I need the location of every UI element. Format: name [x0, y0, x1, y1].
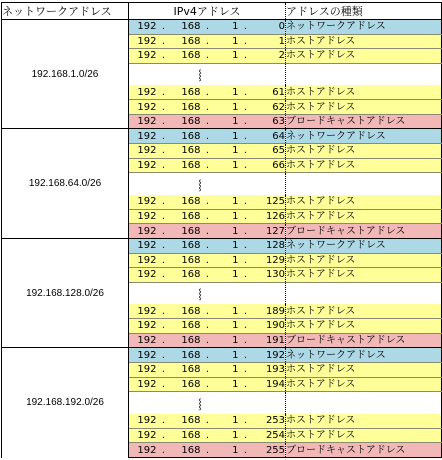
address-type-cell: ホストアドレス: [286, 362, 442, 377]
octet-cell-3: 1: [215, 428, 239, 443]
octet-cell-1: 192: [129, 362, 157, 377]
network-address-cell: 192.168.1.0/26: [2, 20, 129, 129]
octet-separator: .: [201, 348, 215, 363]
address-type-cell: ブロードキャストアドレス: [286, 333, 442, 348]
octet-cell-3: 1: [215, 34, 239, 49]
octet-cell-4: 65: [253, 144, 286, 159]
octet-cell-4: 191: [253, 333, 286, 348]
octet-separator: .: [157, 224, 171, 239]
octet-separator: .: [239, 20, 253, 35]
ellipsis-mark: ⸾: [198, 70, 202, 82]
octet-cell-4: 255: [253, 443, 286, 458]
octet-cell-3: 1: [215, 195, 239, 210]
octet-cell-3: 1: [215, 319, 239, 334]
octet-cell-1: 192: [129, 428, 157, 443]
address-type-cell: ホストアドレス: [286, 34, 442, 49]
octet-cell-4: 190: [253, 319, 286, 334]
octet-separator: .: [239, 85, 253, 100]
address-type-cell: ホストアドレス: [286, 195, 442, 210]
octet-separator: .: [201, 158, 215, 173]
table-row-network: [2, 238, 442, 253]
octet-cell-1: 192: [129, 158, 157, 173]
octet-cell-1: 192: [129, 195, 157, 210]
address-type-cell: ネットワークアドレス: [286, 238, 442, 253]
octet-separator: .: [201, 144, 215, 159]
octet-cell-3: 1: [215, 414, 239, 429]
octet-separator: .: [157, 144, 171, 159]
address-type-cell: [286, 63, 442, 85]
octet-cell-2: 168: [171, 304, 201, 319]
octet-separator: .: [201, 129, 215, 144]
octet-cell-1: 192: [129, 85, 157, 100]
octet-cell-4: 193: [253, 362, 286, 377]
octet-separator: .: [239, 49, 253, 64]
octet-cell-4: 64: [253, 129, 286, 144]
octet-cell-3: 1: [215, 114, 239, 129]
address-type-cell: ホストアドレス: [286, 253, 442, 268]
octet-separator: .: [157, 20, 171, 35]
header-ipv4-address: IPv4アドレス: [129, 3, 286, 20]
octet-cell-4: 63: [253, 114, 286, 129]
octet-separator: .: [201, 224, 215, 239]
table-row-network: [2, 20, 442, 35]
octet-cell-4: 62: [253, 100, 286, 115]
octet-cell-2: 168: [171, 319, 201, 334]
octet-separator: .: [239, 348, 253, 363]
octet-cell-4: 0: [253, 20, 286, 35]
table-body: [2, 20, 442, 458]
ellipsis-cell: [129, 392, 286, 414]
octet-separator: .: [201, 304, 215, 319]
octet-cell-4: 194: [253, 377, 286, 392]
octet-separator: .: [239, 224, 253, 239]
octet-cell-4: 189: [253, 304, 286, 319]
octet-separator: .: [157, 129, 171, 144]
network-address-cell: 192.168.192.0/26: [2, 348, 129, 458]
octet-separator: .: [157, 348, 171, 363]
octet-cell-1: 192: [129, 414, 157, 429]
octet-separator: .: [201, 428, 215, 443]
octet-cell-3: 1: [215, 304, 239, 319]
octet-cell-3: 1: [215, 224, 239, 239]
octet-cell-1: 192: [129, 348, 157, 363]
octet-cell-2: 168: [171, 348, 201, 363]
octet-cell-4: 2: [253, 49, 286, 64]
octet-separator: .: [239, 319, 253, 334]
octet-cell-1: 192: [129, 34, 157, 49]
octet-cell-2: 168: [171, 362, 201, 377]
address-type-cell: ホストアドレス: [286, 49, 442, 64]
octet-cell-2: 168: [171, 333, 201, 348]
octet-separator: .: [239, 129, 253, 144]
octet-separator: .: [157, 319, 171, 334]
octet-cell-2: 168: [171, 20, 201, 35]
address-type-cell: ホストアドレス: [286, 144, 442, 159]
address-type-cell: ホストアドレス: [286, 428, 442, 443]
octet-cell-3: 1: [215, 377, 239, 392]
octet-cell-4: 130: [253, 268, 286, 283]
octet-separator: .: [201, 377, 215, 392]
address-type-cell: ネットワークアドレス: [286, 129, 442, 144]
octet-separator: .: [201, 209, 215, 224]
octet-cell-2: 168: [171, 377, 201, 392]
octet-separator: .: [157, 238, 171, 253]
octet-separator: .: [239, 377, 253, 392]
octet-cell-2: 168: [171, 238, 201, 253]
header-row: [2, 3, 442, 20]
octet-cell-3: 1: [215, 49, 239, 64]
octet-cell-3: 1: [215, 333, 239, 348]
octet-separator: .: [201, 333, 215, 348]
ellipsis-cell: [129, 63, 286, 85]
address-type-cell: ネットワークアドレス: [286, 20, 442, 35]
octet-cell-3: 1: [215, 268, 239, 283]
address-type-cell: ホストアドレス: [286, 85, 442, 100]
octet-cell-4: 129: [253, 253, 286, 268]
octet-cell-2: 168: [171, 209, 201, 224]
address-type-cell: ネットワークアドレス: [286, 348, 442, 363]
octet-separator: .: [239, 34, 253, 49]
octet-separator: .: [239, 238, 253, 253]
octet-separator: .: [157, 114, 171, 129]
octet-cell-4: 253: [253, 414, 286, 429]
octet-cell-4: 125: [253, 195, 286, 210]
octet-separator: .: [239, 144, 253, 159]
address-type-cell: ホストアドレス: [286, 268, 442, 283]
address-type-cell: ブロードキャストアドレス: [286, 443, 442, 458]
table-row-network: [2, 348, 442, 363]
octet-separator: .: [157, 85, 171, 100]
ellipsis-mark: ⸾: [198, 398, 202, 410]
octet-cell-4: 1: [253, 34, 286, 49]
octet-cell-1: 192: [129, 20, 157, 35]
octet-cell-4: 61: [253, 85, 286, 100]
octet-cell-3: 1: [215, 20, 239, 35]
network-address-cell: 192.168.64.0/26: [2, 129, 129, 238]
octet-cell-1: 192: [129, 144, 157, 159]
octet-cell-1: 192: [129, 377, 157, 392]
octet-cell-1: 192: [129, 49, 157, 64]
ellipsis-mark: ⸾: [198, 179, 202, 191]
address-type-cell: ブロードキャストアドレス: [286, 114, 442, 129]
octet-separator: .: [157, 443, 171, 458]
octet-separator: .: [239, 209, 253, 224]
octet-cell-1: 192: [129, 224, 157, 239]
octet-separator: .: [201, 238, 215, 253]
octet-cell-2: 168: [171, 443, 201, 458]
octet-cell-3: 1: [215, 253, 239, 268]
octet-separator: .: [239, 304, 253, 319]
octet-separator: .: [201, 319, 215, 334]
octet-cell-1: 192: [129, 209, 157, 224]
network-address-cell: 192.168.128.0/26: [2, 238, 129, 347]
octet-separator: .: [239, 362, 253, 377]
octet-cell-3: 1: [215, 348, 239, 363]
octet-separator: .: [157, 377, 171, 392]
address-type-cell: ホストアドレス: [286, 158, 442, 173]
header-address-type: アドレスの種類: [286, 3, 442, 20]
octet-separator: .: [201, 253, 215, 268]
octet-cell-4: 126: [253, 209, 286, 224]
octet-cell-1: 192: [129, 443, 157, 458]
octet-separator: .: [239, 253, 253, 268]
address-type-cell: ブロードキャストアドレス: [286, 224, 442, 239]
octet-separator: .: [157, 362, 171, 377]
octet-separator: .: [201, 414, 215, 429]
octet-cell-2: 168: [171, 268, 201, 283]
octet-cell-4: 254: [253, 428, 286, 443]
octet-cell-2: 168: [171, 34, 201, 49]
octet-cell-1: 192: [129, 253, 157, 268]
octet-cell-4: 66: [253, 158, 286, 173]
octet-cell-1: 192: [129, 319, 157, 334]
octet-separator: .: [239, 428, 253, 443]
octet-separator: .: [239, 333, 253, 348]
octet-cell-2: 168: [171, 195, 201, 210]
octet-cell-3: 1: [215, 144, 239, 159]
octet-separator: .: [157, 34, 171, 49]
octet-separator: .: [201, 49, 215, 64]
address-type-cell: ホストアドレス: [286, 377, 442, 392]
octet-separator: .: [157, 333, 171, 348]
octet-separator: .: [239, 114, 253, 129]
table-row-network: [2, 129, 442, 144]
octet-cell-3: 1: [215, 238, 239, 253]
octet-cell-1: 192: [129, 333, 157, 348]
ellipsis-cell: [129, 282, 286, 304]
octet-separator: .: [157, 428, 171, 443]
octet-separator: .: [157, 195, 171, 210]
address-type-cell: [286, 392, 442, 414]
octet-separator: .: [157, 414, 171, 429]
address-type-cell: ホストアドレス: [286, 414, 442, 429]
octet-separator: .: [201, 195, 215, 210]
octet-separator: .: [157, 268, 171, 283]
subnet-address-table: [1, 2, 442, 458]
octet-cell-3: 1: [215, 443, 239, 458]
ellipsis-cell: [129, 173, 286, 195]
octet-separator: .: [239, 100, 253, 115]
octet-cell-3: 1: [215, 100, 239, 115]
octet-cell-1: 192: [129, 268, 157, 283]
address-type-cell: ホストアドレス: [286, 209, 442, 224]
octet-separator: .: [239, 414, 253, 429]
octet-separator: .: [201, 85, 215, 100]
octet-cell-1: 192: [129, 100, 157, 115]
address-type-cell: ホストアドレス: [286, 304, 442, 319]
octet-cell-4: 192: [253, 348, 286, 363]
octet-cell-2: 168: [171, 428, 201, 443]
octet-cell-3: 1: [215, 362, 239, 377]
octet-cell-1: 192: [129, 238, 157, 253]
octet-cell-3: 1: [215, 129, 239, 144]
octet-separator: .: [201, 114, 215, 129]
octet-cell-2: 168: [171, 100, 201, 115]
octet-separator: .: [239, 268, 253, 283]
octet-cell-2: 168: [171, 114, 201, 129]
octet-separator: .: [201, 20, 215, 35]
header-network-address: ネットワークアドレス: [2, 3, 129, 20]
octet-separator: .: [157, 209, 171, 224]
octet-separator: .: [201, 34, 215, 49]
address-type-cell: [286, 282, 442, 304]
address-type-cell: ホストアドレス: [286, 319, 442, 334]
octet-separator: .: [239, 158, 253, 173]
octet-cell-1: 192: [129, 129, 157, 144]
octet-separator: .: [201, 100, 215, 115]
octet-cell-4: 128: [253, 238, 286, 253]
octet-cell-4: 127: [253, 224, 286, 239]
octet-cell-3: 1: [215, 209, 239, 224]
address-type-cell: ホストアドレス: [286, 100, 442, 115]
octet-separator: .: [201, 362, 215, 377]
octet-cell-3: 1: [215, 85, 239, 100]
octet-separator: .: [157, 49, 171, 64]
octet-separator: .: [239, 443, 253, 458]
octet-cell-2: 168: [171, 224, 201, 239]
octet-cell-2: 168: [171, 129, 201, 144]
octet-cell-2: 168: [171, 414, 201, 429]
octet-separator: .: [201, 268, 215, 283]
octet-cell-2: 168: [171, 144, 201, 159]
octet-separator: .: [157, 100, 171, 115]
octet-separator: .: [157, 304, 171, 319]
address-type-cell: [286, 173, 442, 195]
octet-separator: .: [157, 253, 171, 268]
octet-separator: .: [239, 195, 253, 210]
octet-separator: .: [201, 443, 215, 458]
octet-separator: .: [157, 158, 171, 173]
ellipsis-mark: ⸾: [198, 289, 202, 301]
octet-cell-2: 168: [171, 253, 201, 268]
octet-cell-1: 192: [129, 114, 157, 129]
octet-cell-2: 168: [171, 85, 201, 100]
octet-cell-1: 192: [129, 304, 157, 319]
octet-cell-2: 168: [171, 49, 201, 64]
octet-cell-3: 1: [215, 158, 239, 173]
octet-cell-2: 168: [171, 158, 201, 173]
